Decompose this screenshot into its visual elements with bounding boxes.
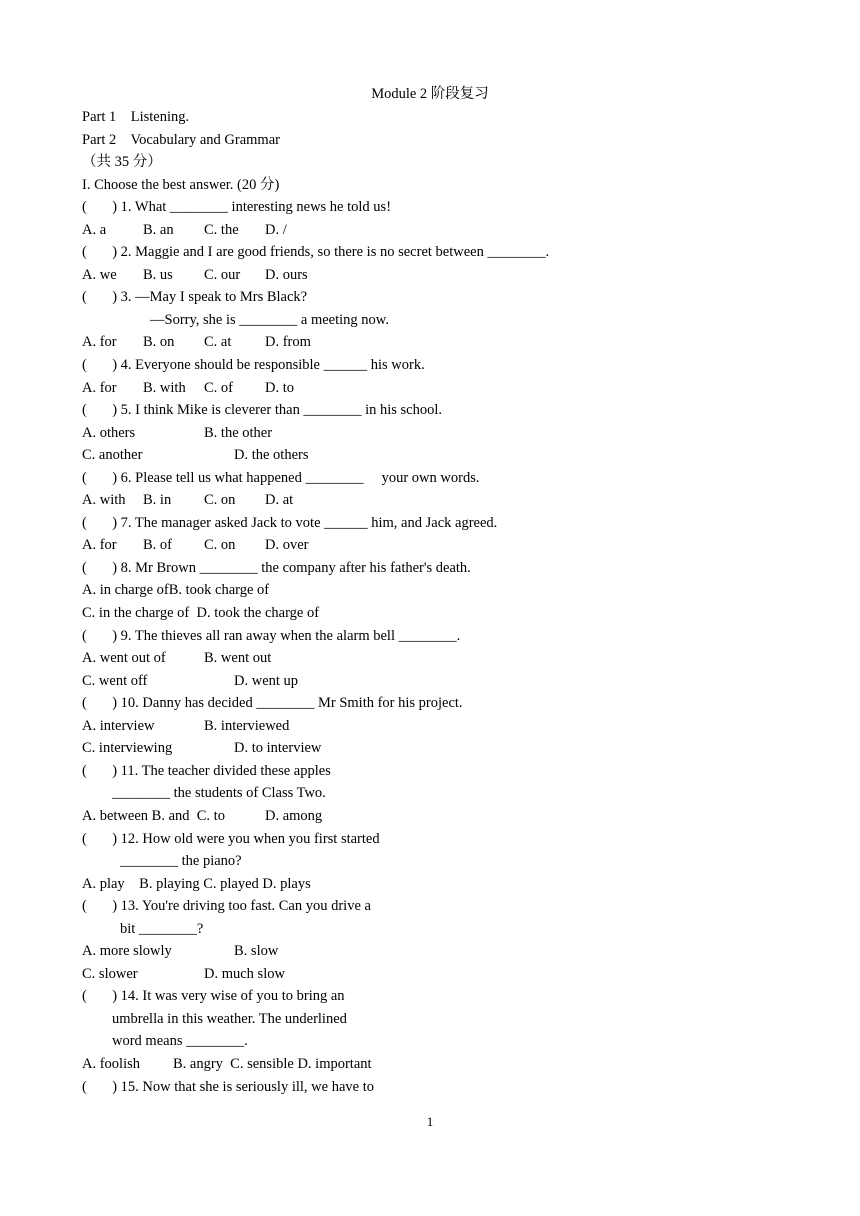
text-segment: B. in	[143, 492, 172, 509]
text-line	[82, 219, 782, 242]
text-line	[82, 715, 782, 738]
text-segment: C. the	[204, 221, 239, 238]
text-line	[82, 1076, 782, 1099]
text-segment: A. in charge ofB. took charge of	[82, 582, 270, 599]
text-line	[82, 444, 782, 467]
text-segment: ( ) 2. Maggie and I are good friends, so there is no secret between ________.	[82, 244, 550, 261]
text-line	[82, 377, 782, 400]
page-title: Module 2 阶段复习	[371, 86, 489, 102]
text-segment: B. on	[143, 334, 175, 351]
text-line	[82, 918, 782, 941]
text-segment: B. slow	[234, 943, 279, 960]
text-segment: B. with	[143, 379, 186, 396]
text-segment: A. we	[82, 266, 117, 283]
page-number: 1	[426, 1114, 434, 1129]
text-segment: （共 35 分）	[82, 154, 162, 171]
text-line	[82, 940, 782, 963]
text-line	[82, 647, 782, 670]
text-line	[82, 534, 782, 557]
text-segment: B. the other	[204, 424, 273, 441]
text-segment: A. a	[82, 221, 107, 238]
text-segment: ( ) 9. The thieves all ran away when the alarm bell ________.	[82, 627, 461, 644]
text-line	[82, 760, 782, 783]
text-segment: C. at	[204, 334, 232, 351]
text-line	[82, 1053, 782, 1076]
text-line	[82, 625, 782, 648]
text-segment: B. went out	[204, 650, 272, 667]
text-segment: ( ) 15. Now that she is seriously ill, we have to	[82, 1078, 374, 1095]
text-line	[82, 737, 782, 760]
text-segment: A. between B. and C. to	[82, 807, 225, 824]
text-line	[82, 196, 782, 219]
text-segment: word means ________.	[112, 1033, 248, 1050]
text-line	[82, 399, 782, 422]
text-segment: A. others	[82, 424, 136, 441]
text-segment: D. went up	[234, 672, 299, 689]
text-segment: ________ the students of Class Two.	[112, 785, 326, 802]
text-segment: C. went off	[82, 672, 148, 689]
text-line	[82, 557, 782, 580]
text-segment: B. angry C. sensible D. important	[173, 1055, 372, 1072]
text-segment: A. foolish	[82, 1055, 140, 1072]
text-line	[82, 602, 782, 625]
text-segment: D. to interview	[234, 740, 322, 757]
text-line	[82, 129, 782, 152]
text-segment: ( ) 14. It was very wise of you to bring an	[82, 988, 345, 1005]
text-line	[82, 985, 782, 1008]
text-segment: B. us	[143, 266, 173, 283]
text-line	[82, 850, 782, 873]
text-line	[82, 579, 782, 602]
text-segment: C. slower	[82, 965, 138, 982]
document-body	[82, 106, 782, 1098]
text-segment: D. to	[265, 379, 294, 396]
text-segment: D. at	[265, 492, 294, 509]
text-segment: B. an	[143, 221, 174, 238]
text-segment: A. with	[82, 492, 126, 509]
text-segment: C. on	[204, 537, 236, 554]
text-segment: ( ) 8. Mr Brown ________ the company after his father's death.	[82, 559, 471, 576]
text-line	[82, 692, 782, 715]
text-segment: A. interview	[82, 717, 155, 734]
text-segment: A. for	[82, 379, 117, 396]
text-line	[82, 895, 782, 918]
text-line	[82, 241, 782, 264]
text-segment: ( ) 7. The manager asked Jack to vote ______ him, and Jack agreed.	[82, 514, 498, 531]
text-line	[82, 286, 782, 309]
text-segment: A. for	[82, 334, 117, 351]
text-line	[82, 106, 782, 129]
text-segment: D. over	[265, 537, 309, 554]
text-line	[82, 354, 782, 377]
text-line	[82, 174, 782, 197]
text-line	[82, 670, 782, 693]
text-segment: ( ) 6. Please tell us what happened ________ your own words.	[82, 469, 480, 486]
text-segment: A. went out of	[82, 650, 166, 667]
text-line	[82, 151, 782, 174]
text-line	[82, 828, 782, 851]
text-segment: ( ) 5. I think Mike is cleverer than ________ in his school.	[82, 402, 443, 419]
text-line	[82, 1008, 782, 1031]
text-line	[82, 489, 782, 512]
text-segment: D. much slow	[204, 965, 285, 982]
text-line	[82, 805, 782, 828]
text-line	[82, 309, 782, 332]
text-segment: B. of	[143, 537, 172, 554]
text-segment: ( ) 4. Everyone should be responsible ______ his work.	[82, 357, 425, 374]
text-segment: C. on	[204, 492, 236, 509]
text-segment: C. another	[82, 447, 143, 464]
text-segment: A. for	[82, 537, 117, 554]
text-line	[82, 782, 782, 805]
text-segment: Part 1 Listening.	[82, 109, 190, 125]
text-line	[82, 1030, 782, 1053]
text-segment: D. from	[265, 334, 311, 351]
text-line	[82, 331, 782, 354]
text-segment: C. of	[204, 379, 233, 396]
text-segment: A. more slowly	[82, 943, 172, 960]
text-line	[82, 512, 782, 535]
text-segment: ( ) 1. What ________ interesting news he told us!	[82, 199, 392, 216]
text-segment: C. in the charge of D. took the charge of	[82, 605, 320, 622]
text-segment: C. interviewing	[82, 740, 173, 757]
text-line	[82, 422, 782, 445]
text-segment: D. ours	[265, 266, 308, 283]
text-segment: B. interviewed	[204, 717, 290, 734]
text-line	[82, 873, 782, 896]
text-line	[82, 264, 782, 287]
text-segment: ( ) 11. The teacher divided these apples	[82, 762, 331, 779]
text-line	[82, 467, 782, 490]
text-line	[82, 963, 782, 986]
text-segment: ( ) 10. Danny has decided ________ Mr Smith for his project.	[82, 695, 463, 712]
text-segment: A. play B. playing C. played D. plays	[82, 875, 311, 892]
text-segment: Part 2 Vocabulary and Grammar	[82, 131, 280, 148]
text-segment: C. our	[204, 266, 241, 283]
text-segment: D. the others	[234, 447, 309, 464]
text-segment: ( ) 12. How old were you when you first started	[82, 830, 380, 847]
text-segment: bit ________?	[120, 920, 204, 937]
text-segment: umbrella in this weather. The underlined	[112, 1010, 347, 1027]
text-segment: D. /	[265, 221, 287, 238]
text-segment: ( ) 13. You're driving too fast. Can you drive a	[82, 898, 371, 915]
text-segment: —Sorry, she is ________ a meeting now.	[150, 311, 389, 328]
text-segment: I. Choose the best answer. (20 分)	[82, 176, 280, 193]
text-segment: ________ the piano?	[120, 853, 242, 870]
text-segment: D. among	[265, 807, 323, 824]
text-segment: ( ) 3. —May I speak to Mrs Black?	[82, 289, 308, 306]
